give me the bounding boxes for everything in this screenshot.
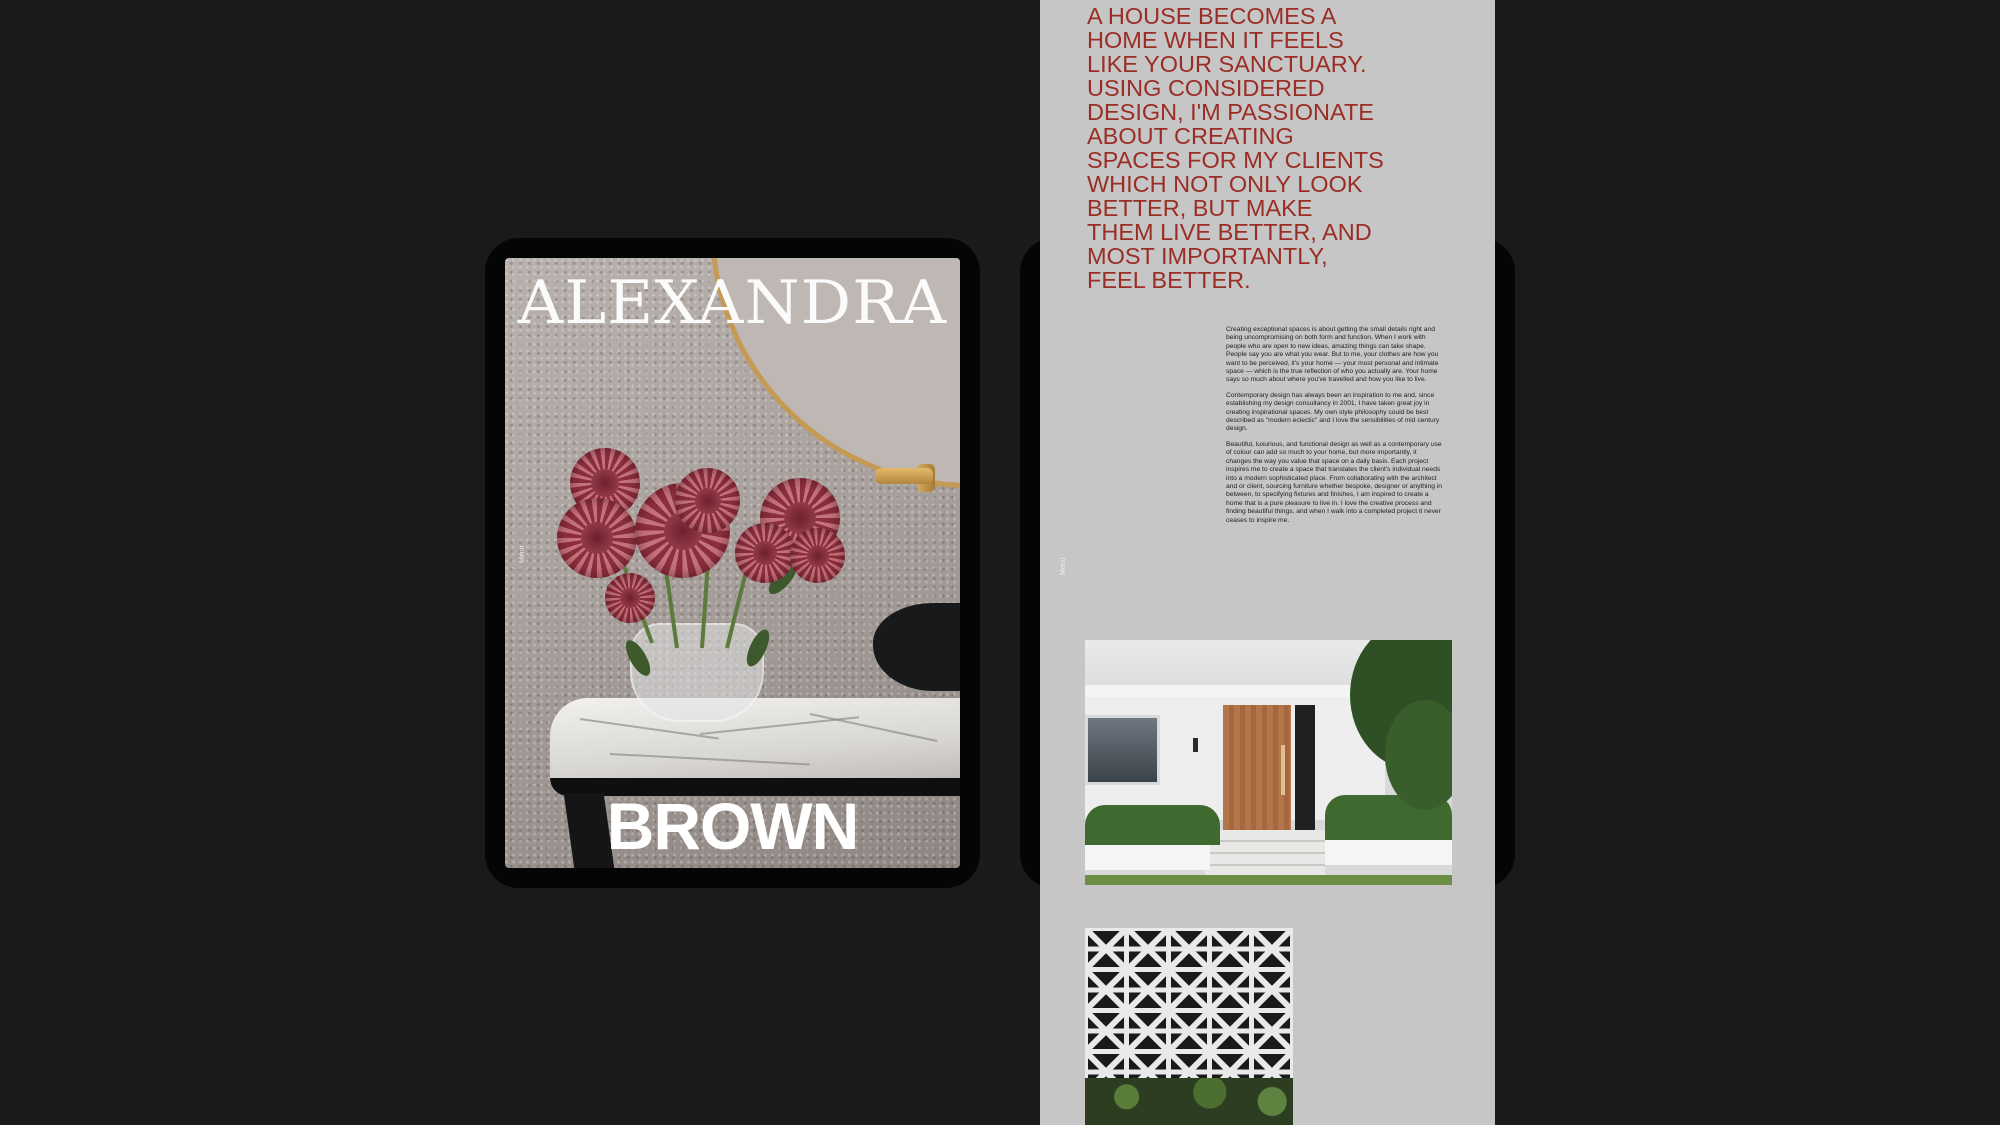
chrysanthemum-flower-image (605, 573, 655, 623)
brass-spout-image (875, 468, 933, 484)
hero-title-first-name: ALEXANDRA (517, 268, 948, 338)
about-paragraph: Beautiful, luxurious, and functional design as well as a contemporary use of colour can add so much to your home, but more importantly, it changes the way you value that space on a daily basis. Each project inspires me to create a space that translates the client's individual needs into a modern sophisticated place. From collaborating with the architect and or client, sourcing furniture whether bespoke, designer or anything in between, to specifying fixtures and finishes, I am inspired to create a home that is a pure pleasure to live in. I love the creative process and finding beautiful things, and when I walk into a completed project it never ceases to inspire me. (1226, 440, 1442, 524)
chrysanthemum-flower-image (790, 528, 845, 583)
black-basin-image (873, 603, 960, 691)
about-headline: A HOUSE BECOMES A HOME WHEN IT FEELS LIKE YOUR SANCTUARY. USING CONSIDERED DESIGN, I'M PASSIONATE ABOUT CREATING SPACES FOR MY CLIENTS WHICH NOT ONLY LOOK BETTER, BUT MAKE THEM LIVE BETTER, AND MOST IMPORTANTLY, FEEL BETTER. (1087, 3, 1384, 293)
house-facade-photo (1085, 640, 1452, 885)
about-body-copy (1226, 326, 1442, 532)
menu-toggle[interactable]: Menu (519, 545, 526, 563)
about-paragraph: Creating exceptional spaces is about getting the small details right and being uncompromising on both form and function. When I work with people who are open to new ideas, amazing things can take shape. People say you are what you wear. But to me, your clothes are how you want to be perceived, it's your home — your most personal and intimate space — which is the true reflection of who you actually are. Your home says so much about where you've travelled and how you like to live. (1226, 326, 1439, 384)
chrysanthemum-flower-image (557, 498, 637, 578)
breeze-block-photo (1085, 928, 1293, 1125)
about-page-scroll[interactable] (1040, 0, 1495, 1125)
menu-toggle[interactable]: Menu (1060, 557, 1067, 575)
hero-title-last-name: BROWN (606, 789, 859, 863)
left-tablet (485, 238, 980, 888)
about-paragraph: Contemporary design has always been an inspiration to me and, since establishing my design consultancy in 2001, I have taken great joy in creating inspirational spaces. My own style philosophy could be best described as "modern eclectic" and I love the sensibilities of mid century design. (1226, 391, 1440, 433)
chrysanthemum-flower-image (675, 468, 740, 533)
marble-countertop-image (550, 698, 960, 783)
hero-screen (505, 258, 960, 868)
chrysanthemum-flower-image (735, 523, 795, 583)
